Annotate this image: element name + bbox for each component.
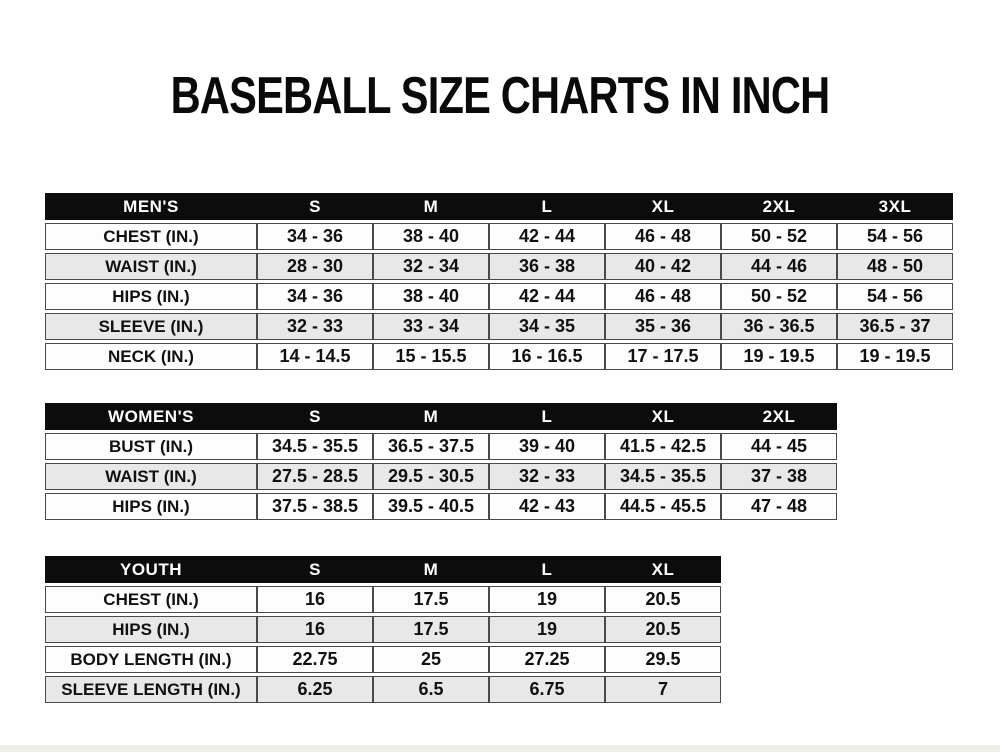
size-value-cell: 22.75 — [257, 646, 373, 673]
size-header-s: S — [257, 556, 373, 583]
table-row — [45, 283, 953, 310]
size-value-cell: 35 - 36 — [605, 313, 721, 340]
size-value-cell: 34 - 36 — [257, 223, 373, 250]
table-row — [45, 616, 721, 643]
size-value-cell: 32 - 33 — [489, 463, 605, 490]
size-value-cell: 39.5 - 40.5 — [373, 493, 489, 520]
size-value-cell: 19 - 19.5 — [837, 343, 953, 370]
size-value-cell: 37 - 38 — [721, 463, 837, 490]
measure-label-bust-in: BUST (IN.) — [45, 433, 257, 460]
size-header-l: L — [489, 193, 605, 220]
measure-label-hips-in: HIPS (IN.) — [45, 283, 257, 310]
size-value-cell: 33 - 34 — [373, 313, 489, 340]
youth-group-header: YOUTH — [45, 556, 257, 583]
size-value-cell: 34.5 - 35.5 — [605, 463, 721, 490]
table-row — [45, 343, 953, 370]
size-value-cell: 50 - 52 — [721, 223, 837, 250]
size-value-cell: 42 - 44 — [489, 283, 605, 310]
size-value-cell: 17.5 — [373, 616, 489, 643]
size-value-cell: 20.5 — [605, 586, 721, 613]
size-value-cell: 27.5 - 28.5 — [257, 463, 373, 490]
size-value-cell: 32 - 34 — [373, 253, 489, 280]
size-value-cell: 47 - 48 — [721, 493, 837, 520]
size-value-cell: 34.5 - 35.5 — [257, 433, 373, 460]
size-value-cell: 7 — [605, 676, 721, 703]
size-header-s: S — [257, 403, 373, 430]
womens-group-header: WOMEN'S — [45, 403, 257, 430]
measure-label-body-length-in: BODY LENGTH (IN.) — [45, 646, 257, 673]
measure-label-sleeve-length-in: SLEEVE LENGTH (IN.) — [45, 676, 257, 703]
mens-group-header: MEN'S — [45, 193, 257, 220]
size-value-cell: 37.5 - 38.5 — [257, 493, 373, 520]
size-value-cell: 16 - 16.5 — [489, 343, 605, 370]
bottom-edge-strip — [0, 745, 1000, 752]
table-row — [45, 676, 721, 703]
size-value-cell: 46 - 48 — [605, 223, 721, 250]
measure-label-hips-in: HIPS (IN.) — [45, 493, 257, 520]
size-value-cell: 6.25 — [257, 676, 373, 703]
womens-header-row — [45, 403, 837, 430]
size-header-3xl: 3XL — [837, 193, 953, 220]
size-value-cell: 38 - 40 — [373, 283, 489, 310]
size-header-l: L — [489, 403, 605, 430]
size-value-cell: 16 — [257, 586, 373, 613]
measure-label-sleeve-in: SLEEVE (IN.) — [45, 313, 257, 340]
size-value-cell: 40 - 42 — [605, 253, 721, 280]
size-value-cell: 36 - 36.5 — [721, 313, 837, 340]
size-value-cell: 34 - 36 — [257, 283, 373, 310]
size-value-cell: 27.25 — [489, 646, 605, 673]
size-value-cell: 16 — [257, 616, 373, 643]
table-row — [45, 646, 721, 673]
youth-header-row — [45, 556, 721, 583]
size-header-m: M — [373, 193, 489, 220]
table-row — [45, 313, 953, 340]
measure-label-chest-in: CHEST (IN.) — [45, 586, 257, 613]
size-value-cell: 42 - 43 — [489, 493, 605, 520]
size-value-cell: 6.75 — [489, 676, 605, 703]
table-row — [45, 493, 837, 520]
size-header-2xl: 2XL — [721, 193, 837, 220]
size-value-cell: 54 - 56 — [837, 283, 953, 310]
size-header-m: M — [373, 403, 489, 430]
size-value-cell: 19 - 19.5 — [721, 343, 837, 370]
size-header-xl: XL — [605, 193, 721, 220]
size-value-cell: 17 - 17.5 — [605, 343, 721, 370]
measure-label-waist-in: WAIST (IN.) — [45, 463, 257, 490]
size-value-cell: 48 - 50 — [837, 253, 953, 280]
size-value-cell: 6.5 — [373, 676, 489, 703]
page-title: BASEBALL SIZE CHARTS IN INCH — [170, 67, 830, 125]
table-row — [45, 223, 953, 250]
size-value-cell: 20.5 — [605, 616, 721, 643]
size-value-cell: 36 - 38 — [489, 253, 605, 280]
size-value-cell: 42 - 44 — [489, 223, 605, 250]
size-value-cell: 38 - 40 — [373, 223, 489, 250]
size-value-cell: 44 - 45 — [721, 433, 837, 460]
measure-label-waist-in: WAIST (IN.) — [45, 253, 257, 280]
size-value-cell: 36.5 - 37.5 — [373, 433, 489, 460]
size-value-cell: 15 - 15.5 — [373, 343, 489, 370]
size-value-cell: 46 - 48 — [605, 283, 721, 310]
size-value-cell: 29.5 - 30.5 — [373, 463, 489, 490]
size-value-cell: 29.5 — [605, 646, 721, 673]
size-header-xl: XL — [605, 403, 721, 430]
womens-size-table — [45, 400, 837, 523]
mens-header-row — [45, 193, 953, 220]
table-row — [45, 463, 837, 490]
size-value-cell: 41.5 - 42.5 — [605, 433, 721, 460]
table-row — [45, 433, 837, 460]
size-value-cell: 44.5 - 45.5 — [605, 493, 721, 520]
size-header-s: S — [257, 193, 373, 220]
size-header-xl: XL — [605, 556, 721, 583]
size-value-cell: 17.5 — [373, 586, 489, 613]
size-header-2xl: 2XL — [721, 403, 837, 430]
table-row — [45, 586, 721, 613]
size-value-cell: 19 — [489, 616, 605, 643]
size-header-m: M — [373, 556, 489, 583]
measure-label-hips-in: HIPS (IN.) — [45, 616, 257, 643]
youth-size-table — [45, 553, 721, 706]
size-value-cell: 32 - 33 — [257, 313, 373, 340]
measure-label-neck-in: NECK (IN.) — [45, 343, 257, 370]
size-value-cell: 39 - 40 — [489, 433, 605, 460]
size-value-cell: 44 - 46 — [721, 253, 837, 280]
size-value-cell: 36.5 - 37 — [837, 313, 953, 340]
size-value-cell: 25 — [373, 646, 489, 673]
measure-label-chest-in: CHEST (IN.) — [45, 223, 257, 250]
size-value-cell: 14 - 14.5 — [257, 343, 373, 370]
size-value-cell: 34 - 35 — [489, 313, 605, 340]
mens-size-table — [45, 190, 953, 373]
size-value-cell: 54 - 56 — [837, 223, 953, 250]
size-header-l: L — [489, 556, 605, 583]
size-value-cell: 28 - 30 — [257, 253, 373, 280]
table-row — [45, 253, 953, 280]
size-value-cell: 19 — [489, 586, 605, 613]
size-value-cell: 50 - 52 — [721, 283, 837, 310]
